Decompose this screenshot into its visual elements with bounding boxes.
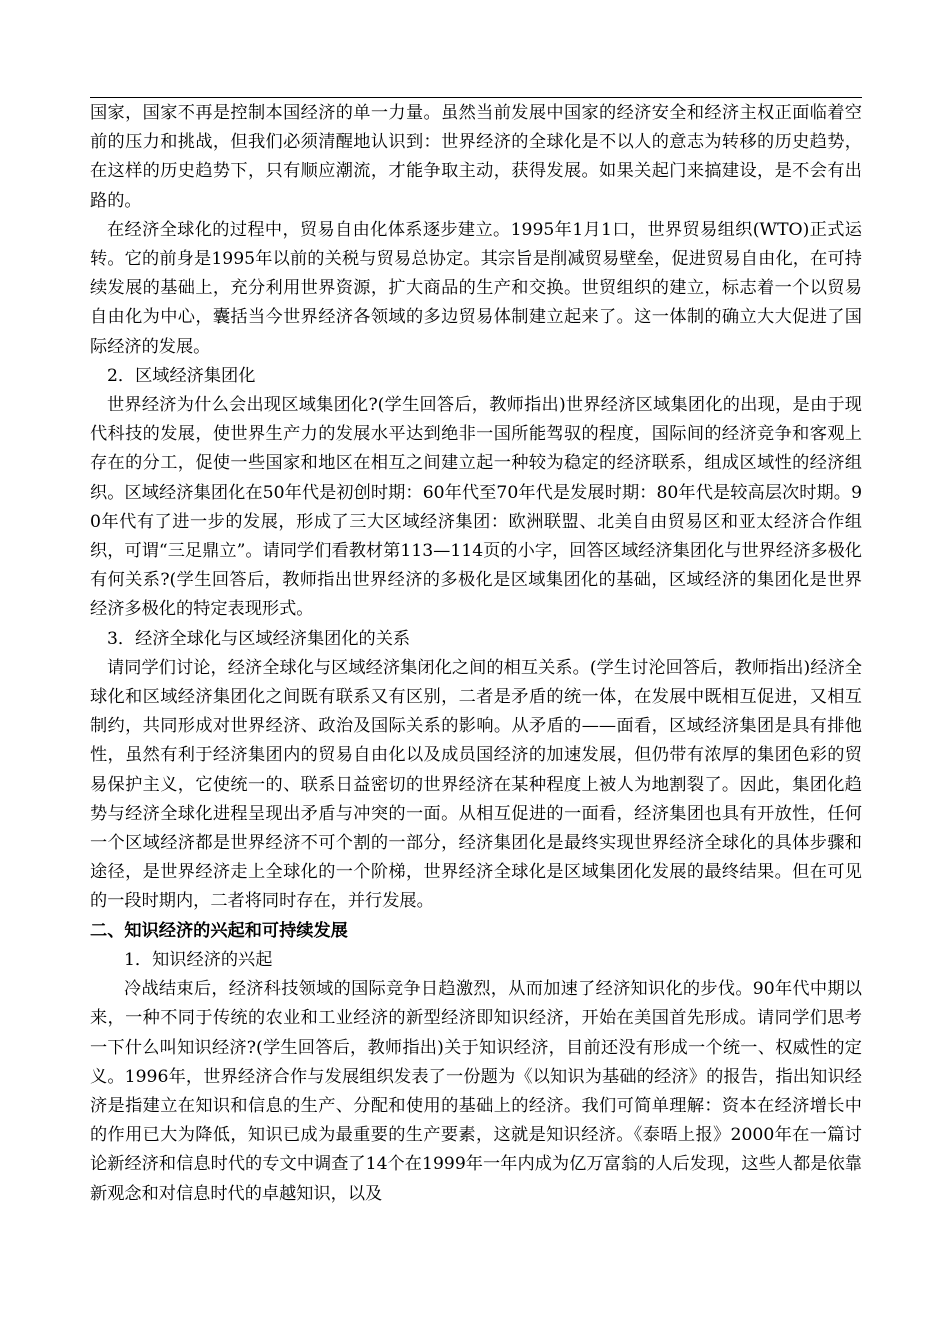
paragraph-relationship: 请同学们讨论，经济全球化与区域经济集闭化之间的相互关系。(学生讨沦回答后，教师指出)经济全球化和区域经济集团化之间既有联系又有区别，二者是矛盾的统一体，在发展中既相互促进，又相互制约，共同形成对世界经济、政治及国际关系的影响。从矛盾的——面看，区域经济集团是具有排他性，虽然有利于经济集团内的贸易自由化以及成员国经济的加速发展，但仍带有浓厚的集团色彩的贸易保护主义，它使统一的、联系日益密切的世界经济在某种程度上被人为地割裂了。因此，集团化趋势与经济全球化进程呈现出矛盾与冲突的一面。从相互促进的一面看，经济集团也具有开放性，任何一个区域经济都是世界经济不可个割的一部分，经济集团化是最终实现世界经济全球化的具体步骤和途径，是世界经济走上全球化的一个阶梯，世界经济全球化是区域集团化发展的最终结果。但在可见的一段时期内，二者将同时存在，并行发展。 bbox=[90, 657, 862, 912]
paragraph-knowledge-economy: 冷战结束后，经济科技领域的国际竞争日趋激烈，从而加速了经济知识化的步伐。90年代中期以来，一种不同于传统的农业和工业经济的新型经济即知识经济，开始在美国首先形成。请同学们思考一下什么叫知识经济?(学生回答后，教师指出)关于知识经济，目前还没有形成一个统一、权威性的定义。1996年，世界经济合作与发展组织发表了一份题为《以知识为基础的经济》的报告，指出知识经济是指建立在知识和信息的生产、分配和使用的基础上的经济。我们可简单理解：资本在经济增长中的作用已大为降低，知识已成为最重要的生产要素，这就是知识经济。《泰晤上报》2000年在一篇讨论新经济和信息时代的专文中调查了14个在1999年一年内成为亿万富翁的人后发现，这些人都是依靠新观念和对信息时代的卓越知识，以及 bbox=[90, 979, 862, 1204]
subheading-knowledge-economy-rise: 1．知识经济的兴起 bbox=[124, 949, 273, 970]
subheading-regional-integration: 2．区域经济集团化 bbox=[107, 365, 256, 386]
subheading-relationship: 3．经济全球化与区域经济集团化的关系 bbox=[107, 628, 411, 649]
section-heading-knowledge-economy: 二、知识经济的兴起和可持续发展 bbox=[90, 920, 348, 941]
header-rule bbox=[90, 97, 862, 98]
paragraph-regional-integration: 世界经济为什么会出现区域集团化?(学生回答后，教师指出)世界经济区域集团化的出现，是由于现代科技的发展，使世界生产力的发展水平达到绝非一国所能驾驭的程度，国际间的经济竞争和客观上存在的分工，促使一些国家和地区在相互之间建立起一种较为稳定的经济联系，组成区域性的经济组织。区域经济集团化在50年代是初创时期：60年代至70年代是发展时期：80年代是较高层次时期。90年代有了进一步的发展，形成了三大区域经济集团：欧洲联盟、北美自由贸易区和亚太经济合作组织，可谓“三足鼎立”。请同学们看教材第113—114页的小字，回答区域经济集团化与世界经济多极化有何关系?(学生回答后，教师指出世界经济的多极化是区域集团化的基础，区域经济的集团化是世界经济多极化的特定表现形式。 bbox=[90, 395, 862, 620]
paragraph-wto: 在经济全球化的过程中，贸易自由化体系逐步建立。1995年1月1口，世界贸易组织(WTO)正式运转。它的前身是1995年以前的关税与贸易总协定。其宗旨是削减贸易壁垒，促进贸易自由化，在可持续发展的基础上，充分利用世界资源，扩大商品的生产和交换。世贸组织的建立，标志着一个以贸易自由化为中心，囊括当今世界经济各领域的多边贸易体制建立起来了。这一体制的确立大大促进了国际经济的发展。 bbox=[90, 219, 862, 357]
paragraph-globalization-trend: 国家，国家不再是控制本国经济的单一力量。虽然当前发展中国家的经济安全和经济主权正面临着空前的压力和挑战，但我们必须清醒地认识到：世界经济的全球化是不以人的意志为转移的历史趋势，在这样的历史趋势下，只有顺应潮流，才能争取主动，获得发展。如果关起门来搞建设，是不会有出路的。 bbox=[90, 103, 862, 211]
document-page bbox=[90, 97, 862, 1209]
